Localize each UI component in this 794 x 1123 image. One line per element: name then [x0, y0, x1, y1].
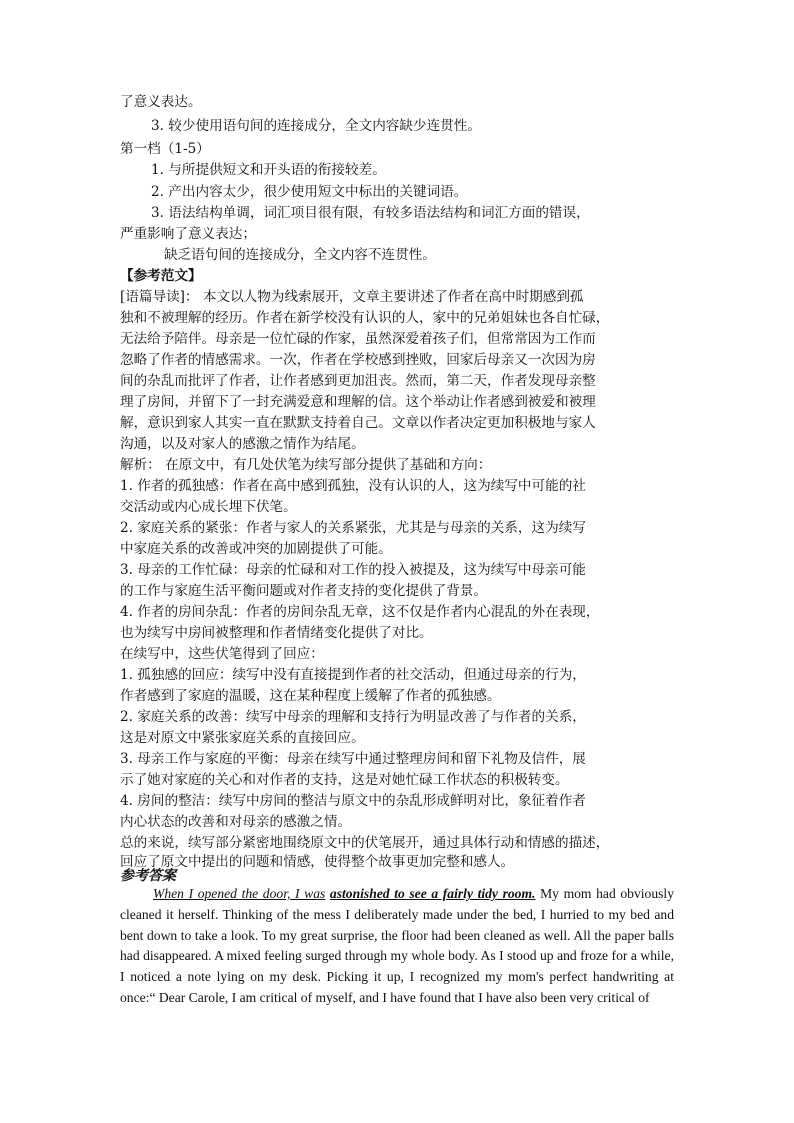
text-line: 3. 语法结构单调，词汇项目很有限，有较多语法结构和词汇方面的错误，	[151, 205, 590, 221]
text-line: 3. 较少使用语句间的连接成分，全文内容缺少连贯性。	[151, 118, 481, 134]
text-line: 缺乏语句间的连接成分，全文内容不连贯性。	[164, 247, 436, 263]
text-line: 1. 与所提供短文和开头语的衔接较差。	[151, 162, 386, 178]
text-line: 作者感到了家庭的温暖，这在某种程度上缓解了作者的孤独感。	[120, 688, 501, 704]
text-line: 1. 孤独感的回应：续写中没有直接提到作者的社交活动，但通过母亲的行为，	[120, 667, 586, 683]
section-heading: 【参考范文】	[120, 268, 202, 284]
text-line: 内心状态的改善和对母亲的感激之情。	[120, 814, 352, 830]
answer-body: My mom had obviously cleaned it herself. Thinking of the mess I deliberately made under the bed, I hurried to my bed and bent down to take a look. To my great surprise, the floor had been cleaned as well. All the paper balls had disappeared. A mixed feeling surged through my whole body. As I stood up and froze for a while, I noticed a note lying on my desk. Picking it up, I recognized my mom's perfect handwriting at once:“ Dear Carole, I am critical of myself, and I have found that I have also been very critical of	[120, 886, 674, 1005]
text-line: 理了房间，并留下了一封充满爱意和理解的信。这个举动让作者感到被爱和被理	[120, 394, 596, 410]
text-line: 回应了原文中提出的问题和情感，使得整个故事更加完整和感人。	[120, 854, 515, 870]
text-line: 示了她对家庭的关心和对作者的支持，这是对她忙碌工作状态的积极转变。	[120, 772, 569, 788]
answer-title: 参考答案	[120, 869, 176, 884]
text-line: 了意义表达。	[120, 94, 202, 110]
text-line: 的工作与家庭生活平衡问题或对作者支持的变化提供了背景。	[120, 583, 488, 599]
text-line: 也为续写中房间被整理和作者情绪变化提供了对比。	[120, 625, 433, 641]
text-line: 间的杂乱而批评了作者，让作者感到更加沮丧。然而，第二天，作者发现母亲整	[120, 373, 596, 389]
text-line: 总的来说，续写部分紧密地围绕原文中的伏笔展开，通过具体行动和情感的描述，	[120, 835, 610, 851]
answer-lead-bold: astonished to see a fairly tidy room.	[329, 886, 536, 901]
answer-paragraph	[120, 884, 674, 1009]
text-line: 2. 家庭关系的紧张：作者与家人的关系紧张，尤其是与母亲的关系，这为续写	[120, 520, 586, 536]
text-line: 解析： 在原文中，有几处伏笔为续写部分提供了基础和方向：	[120, 457, 492, 473]
text-line: 2. 产出内容太少，很少使用短文中标出的关键词语。	[151, 184, 468, 200]
text-line: 1. 作者的孤独感：作者在高中感到孤独，没有认识的人，这为续写中可能的社	[120, 478, 586, 494]
text-line: 解，意识到家人其实一直在默默支持着自己。文章以作者决定更加积极地与家人	[120, 415, 596, 431]
text-line: 沟通，以及对家人的感激之情作为结尾。	[120, 436, 365, 452]
text-line: 2. 家庭关系的改善：续写中母亲的理解和支持行为明显改善了与作者的关系，	[120, 709, 586, 725]
text-line: 3. 母亲的工作忙碌：母亲的忙碌和对工作的投入被提及，这为续写中母亲可能	[120, 562, 586, 578]
text-line: 3. 母亲工作与家庭的平衡：母亲在续写中通过整理房间和留下礼物及信件，展	[120, 751, 586, 767]
text-line: 4. 作者的房间杂乱：作者的房间杂乱无章，这不仅是作者内心混乱的外在表现，	[120, 604, 600, 620]
text-line: 在续写中，这些伏笔得到了回应：	[120, 646, 324, 662]
text-line: 4. 房间的整洁：续写中房间的整洁与原文中的杂乱形成鲜明对比，象征着作者	[120, 793, 586, 809]
text-line: 中家庭关系的改善或冲突的加剧提供了可能。	[120, 541, 392, 557]
section-heading: 第一档（1-5）	[120, 141, 210, 157]
text-line: 严重影响了意义表达；	[120, 226, 256, 242]
text-line: 这是对原文中紧张家庭关系的直接回应。	[120, 730, 365, 746]
answer-lead-underlined: When I opened the door, I was	[153, 886, 326, 901]
text-line: [语篇导读]： 本文以人物为线索展开，文章主要讲述了作者在高中时期感到孤	[120, 289, 584, 305]
text-line: 无法给予陪伴。母亲是一位忙碌的作家，虽然深爱着孩子们，但常常因为工作而	[120, 331, 596, 347]
text-line: 忽略了作者的情感需求。一次，作者在学校感到挫败，回家后母亲又一次因为房	[120, 352, 596, 368]
text-line: 独和不被理解的经历。作者在新学校没有认识的人，家中的兄弟姐妹也各自忙碌，	[120, 310, 610, 326]
text-line: 交活动或内心成长埋下伏笔。	[120, 499, 297, 515]
